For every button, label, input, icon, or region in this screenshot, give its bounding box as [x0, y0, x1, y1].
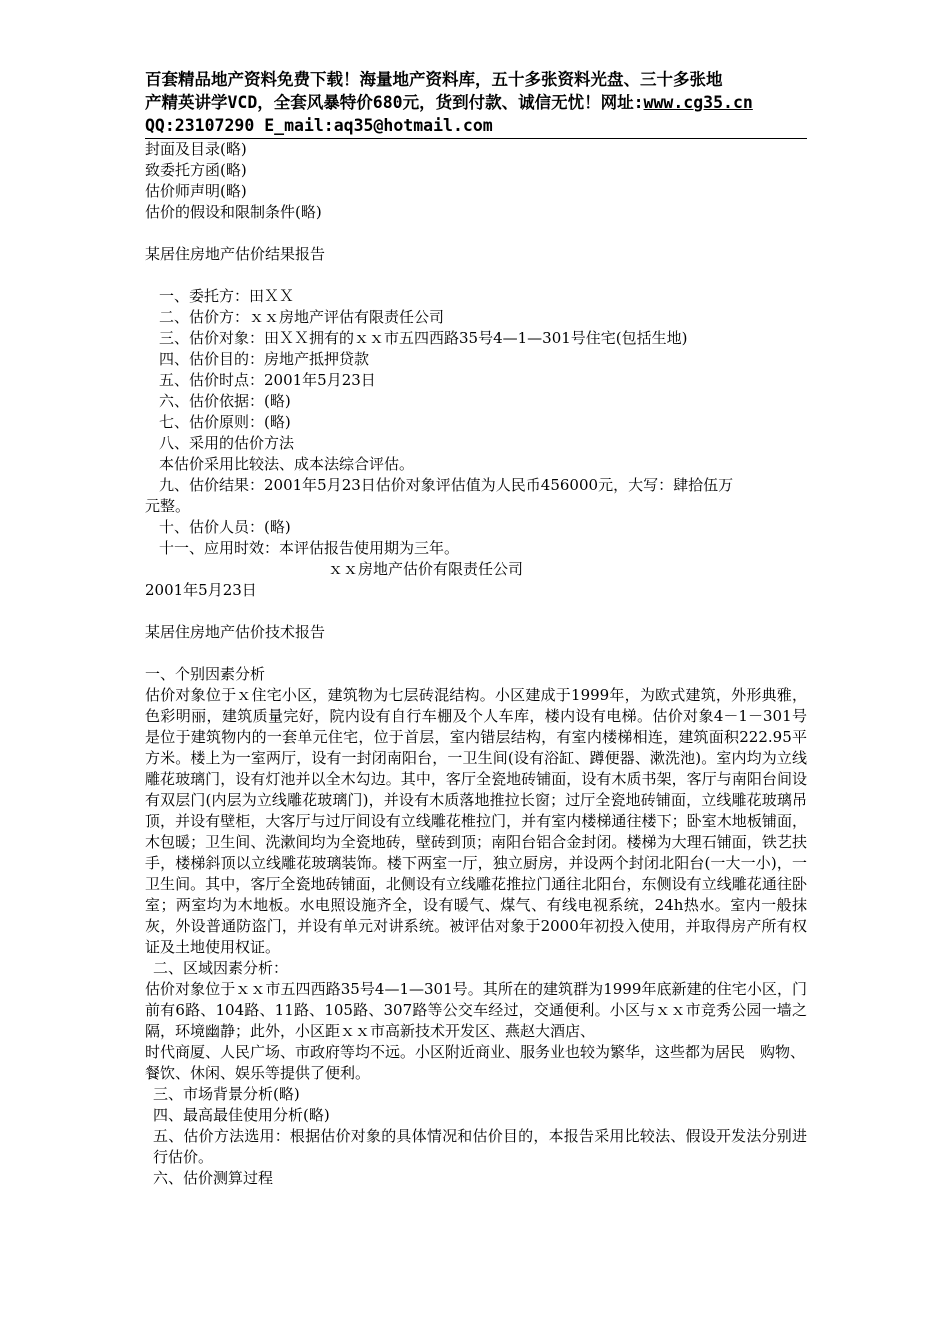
- report-date: 2001年5月23日: [145, 581, 257, 599]
- result-item: 本估价采用比较法、成本法综合评估。: [159, 455, 415, 473]
- section-4: 四、最高最佳使用分析(略): [153, 1106, 330, 1124]
- section-3: 三、市场背景分析(略): [153, 1085, 300, 1103]
- banner-line-2-text: 产精英讲学VCD，全套风暴特价680元，货到付款、诚信无忧！网址:: [145, 93, 644, 112]
- result-item-10: 十、估价人员：(略): [159, 518, 291, 536]
- banner-line-1: 百套精品地产资料免费下载！海量地产资料库，五十多张资料光盘、三十多张地: [145, 70, 723, 89]
- section-5: 五、估价方法选用：根据估价对象的具体情况和估价目的，本报告采用比较法、假设开发法分别进行估价。: [153, 1127, 807, 1166]
- toc-item: 估价的假设和限制条件(略): [145, 203, 322, 221]
- company-name: ｘｘ房地产估价有限责任公司: [328, 560, 524, 578]
- result-item: 八、采用的估价方法: [159, 434, 295, 452]
- result-report-title: 某居住房地产估价结果报告: [145, 245, 326, 263]
- section-2-title: 二、区域因素分析：: [153, 959, 289, 977]
- result-item-9: 九、估价结果：2001年5月23日估价对象评估值为人民币456000元，大写：肆拾伍万: [159, 476, 734, 494]
- result-item: 五、估价时点：2001年5月23日: [159, 371, 376, 389]
- result-item-9-cont: 元整。: [145, 497, 191, 515]
- tech-report-title: 某居住房地产估价技术报告: [145, 623, 326, 641]
- result-item: 六、估价依据：(略): [159, 392, 291, 410]
- result-item: 三、估价对象：田ＸＸ拥有的ｘｘ市五四西路35号4—1—301号住宅(包括生地): [159, 329, 688, 347]
- section-2-text: 估价对象位于ｘｘ市五四西路35号4—1—301号。其所在的建筑群为1999年底新建的住宅小区，门前有6路、104路、11路、105路、307路等公交车经过，交通便利。小区与ｘｘ市竞秀公园一墙之隔，环境幽静；此外，小区距ｘｘ市高新技术开发区、燕赵大酒店、: [145, 980, 807, 1040]
- banner-line-2: [145, 91, 807, 114]
- result-item: 四、估价目的：房地产抵押贷款: [159, 350, 370, 368]
- section-1-text: 估价对象位于ｘ住宅小区，建筑物为七层砖混结构。小区建成于1999年，为欧式建筑，外形典雅，色彩明丽，建筑质量完好，院内设有自行车棚及个人车库，楼内设有电梯。估价对象4－1－301号是位于建筑物内的一套单元住宅，位于首层，室内错层结构，有室内楼梯相连，建筑面积222.95平方米。楼上为一室两厅，设有一封闭南阳台，一卫生间(设有浴缸、蹲便器、漱洗池)。室内均为立线雕花玻璃门，设有灯池并以全木勾边。其中，客厅全瓷地砖铺面，设有木质书架，客厅与南阳台间设有双层门(内层为立线雕花玻璃门)，并设有木质落地推拉长窗；过厅全瓷地砖铺面，立线雕花玻璃吊顶，并设有壁柜，大客厅与过厅间设有立线雕花椎拉门，并有室内楼梯通往楼下；卧室木地板铺面，木包暖；卫生间、洗漱间均为全瓷地砖，壁砖到顶；南阳台铝合金封闭。楼梯为大理石铺面，铁艺扶手，楼梯斜顶以立线雕花玻璃装饰。楼下两室一厅，独立厨房，并设两个封闭北阳台(一大一小)，一卫生间。其中，客厅全瓷地砖铺面，北侧设有立线雕花推拉门通往北阳台，东侧设有立线雕花通往卧室；两室均为木地板。水电照设施齐全，设有暖气、煤气、有线电视系统，24h热水。室内一般抹灰，外设普通防盗门，并设有单元对讲系统。被评估对象于2000年初投入使用，并取得房产所有权证及土地使用权证。: [145, 686, 807, 956]
- banner-line-3: QQ:23107290 E_mail:aq35@hotmail.com: [145, 116, 493, 135]
- toc-item: 估价师声明(略): [145, 182, 247, 200]
- section-1-title: 一、个别因素分析: [145, 665, 266, 683]
- document-page: [145, 0, 810, 1189]
- result-item: 二、估价方：ｘｘ房地产评估有限责任公司: [159, 308, 445, 326]
- result-item-11: 十一、应用时效：本评估报告使用期为三年。: [159, 539, 460, 557]
- toc-item: 封面及目录(略): [145, 140, 247, 158]
- result-item: 七、估价原则：(略): [159, 413, 291, 431]
- banner-url-link[interactable]: www.cg35.cn: [643, 93, 753, 112]
- result-item: 一、委托方：田ＸＸ: [159, 287, 295, 305]
- section-6: 六、估价测算过程: [153, 1169, 274, 1187]
- toc-item: 致委托方函(略): [145, 161, 247, 179]
- ad-banner: [145, 68, 807, 139]
- document-body: [145, 139, 810, 1189]
- section-2-text-cont: 时代商厦、人民广场、市政府等均不远。小区附近商业、服务业也较为繁华，这些都为居民 购物、餐饮、休闲、娱乐等提供了便利。: [145, 1043, 806, 1082]
